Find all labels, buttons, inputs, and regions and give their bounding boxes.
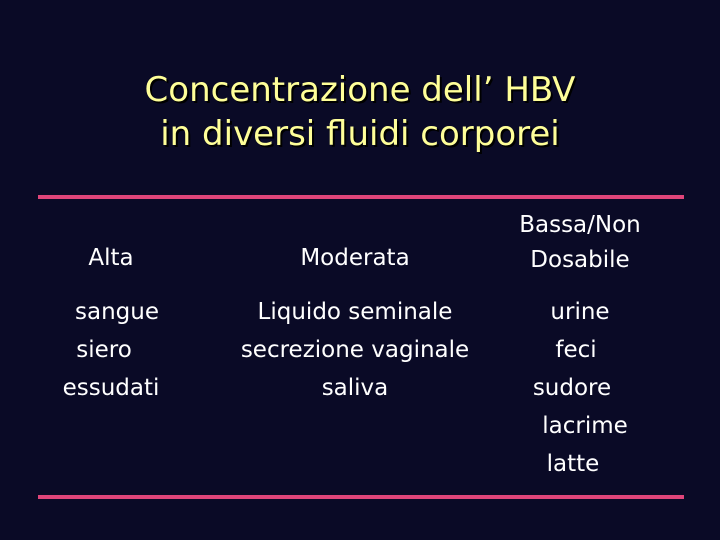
list-item: urine <box>550 299 610 325</box>
list-item: sangue <box>75 299 159 325</box>
list-item: secrezione vaginale <box>240 337 470 363</box>
title-line-2: in diversi fluidi corporei <box>160 114 560 154</box>
header-bassa-line-2: Dosabile <box>530 247 630 273</box>
slide-title <box>0 68 720 156</box>
list-item: latte <box>546 451 600 477</box>
list-item: feci <box>555 337 597 363</box>
column-alta-items <box>52 293 170 407</box>
list-item: saliva <box>321 375 389 401</box>
list-item: Liquido seminale <box>257 299 453 325</box>
list-item: siero <box>76 337 132 363</box>
column-moderata-items <box>220 293 490 407</box>
column-bassa-items <box>505 293 655 483</box>
bottom-divider <box>38 495 684 499</box>
header-bassa <box>505 208 655 278</box>
header-moderata <box>220 240 490 276</box>
header-moderata-text: Moderata <box>300 245 410 271</box>
header-alta <box>52 240 170 276</box>
list-item: sudore <box>532 375 612 401</box>
header-alta-text: Alta <box>88 245 134 271</box>
top-divider <box>38 195 684 199</box>
title-line-1: Concentrazione dell’ HBV <box>144 70 576 110</box>
list-item: lacrime <box>542 413 628 439</box>
list-item: essudati <box>62 375 160 401</box>
header-bassa-line-1: Bassa/Non <box>519 212 641 238</box>
